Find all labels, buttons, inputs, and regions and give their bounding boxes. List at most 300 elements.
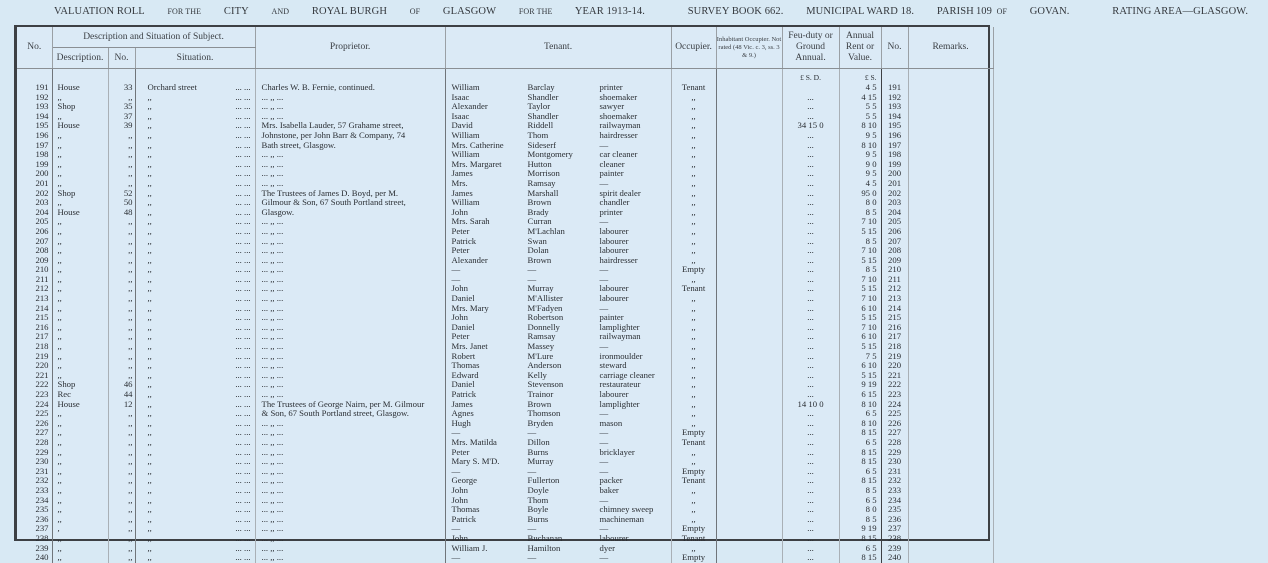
entry-number-right: 224	[881, 400, 908, 410]
inhabitant-occupier	[716, 409, 782, 419]
leader-dots: ... ...	[235, 110, 251, 121]
proprietor: ... ,, ...	[255, 342, 445, 352]
tenant-occupation: sawyer	[599, 101, 625, 112]
entry-number-right: 229	[881, 448, 908, 458]
situation-text: ,,	[147, 465, 152, 476]
inhabitant-occupier	[716, 141, 782, 151]
leader-dots: ... ...	[235, 177, 251, 188]
tenant-occupation: hairdresser	[599, 254, 638, 265]
tenant	[445, 438, 671, 448]
table-row	[17, 419, 993, 429]
tenant-occupation: —	[599, 302, 609, 313]
entry-number-right: 227	[881, 428, 908, 438]
tenant-occupation: —	[599, 552, 609, 563]
annual-rent: 6 5	[839, 409, 881, 419]
occupier: Tenant	[671, 534, 716, 544]
situation-text: ,,	[147, 312, 152, 323]
feu-duty: ...	[782, 544, 839, 554]
occupier: ,,	[671, 150, 716, 160]
house-number: ,,	[108, 467, 135, 477]
tenant-occupation: carriage cleaner	[599, 369, 655, 380]
situation-text: ,,	[147, 484, 152, 495]
page-number: 109	[975, 6, 992, 17]
tenant-occupation: chandler	[599, 197, 630, 208]
description: ,,	[52, 419, 108, 429]
annual-rent: 95 0	[839, 189, 881, 199]
description: ,,	[52, 275, 108, 285]
entry-number-right: 225	[881, 409, 908, 419]
remarks	[908, 419, 993, 429]
occupier: ,,	[671, 457, 716, 467]
feu-duty: ...	[782, 390, 839, 400]
feu-duty: ...	[782, 93, 839, 103]
house-number: ,,	[108, 284, 135, 294]
feu-duty: ...	[782, 438, 839, 448]
occupier: ,,	[671, 361, 716, 371]
tenant-occupation: shoemaker	[599, 110, 638, 121]
feu-duty: ...	[782, 256, 839, 266]
col-header-no-right: No.	[881, 27, 908, 69]
entry-number-right: 207	[881, 237, 908, 247]
tenant-surname: Curran	[527, 216, 552, 227]
description: ,,	[52, 227, 108, 237]
tenant-first-name: Daniel	[451, 321, 475, 332]
house-number: ,,	[108, 457, 135, 467]
entry-number: 231	[17, 467, 52, 477]
parish	[937, 6, 1090, 17]
table-row	[17, 371, 993, 381]
tenant-first-name: Mrs. Janet	[451, 341, 488, 352]
house-number: 12	[108, 400, 135, 410]
situation-text: ,,	[147, 475, 152, 486]
entry-number-right: 197	[881, 141, 908, 151]
tenant-first-name: Mrs. Matilda	[451, 436, 497, 447]
inhabitant-occupier	[716, 189, 782, 199]
feu-duty: ...	[782, 342, 839, 352]
entry-number-right: 238	[881, 534, 908, 544]
occupier: ,,	[671, 275, 716, 285]
leader-dots: ... ...	[235, 216, 251, 227]
occupier: ,,	[671, 141, 716, 151]
remarks	[908, 131, 993, 141]
remarks	[908, 246, 993, 256]
remarks	[908, 227, 993, 237]
tenant	[445, 83, 671, 93]
title-text: FOR THE	[167, 7, 202, 16]
occupier: Tenant	[671, 284, 716, 294]
occupier: ,,	[671, 237, 716, 247]
occupier: ,,	[671, 102, 716, 112]
description: ,,	[52, 553, 108, 563]
table-row	[17, 256, 993, 266]
entry-number-right: 230	[881, 457, 908, 467]
description: ,,	[52, 544, 108, 554]
entry-number: 236	[17, 515, 52, 525]
entry-number-right: 202	[881, 189, 908, 199]
proprietor: ... ,, ...	[255, 496, 445, 506]
entry-number: 196	[17, 131, 52, 141]
description: House	[52, 83, 108, 93]
feu-duty: ...	[782, 332, 839, 342]
house-number: ,,	[108, 169, 135, 179]
inhabitant-occupier	[716, 112, 782, 122]
tenant-first-name: William	[451, 129, 480, 140]
tenant-occupation: —	[599, 523, 609, 534]
entry-number-right: 214	[881, 304, 908, 314]
annual-rent: 9 0	[839, 160, 881, 170]
tenant-first-name: William J.	[451, 542, 488, 553]
situation-text: ,,	[147, 446, 152, 457]
situation-text: ,,	[147, 168, 152, 179]
entry-number: 237	[17, 524, 52, 534]
leader-dots: ... ...	[235, 264, 251, 275]
leader-dots: ... ...	[235, 494, 251, 505]
remarks	[908, 457, 993, 467]
house-number: ,,	[108, 352, 135, 362]
tenant-occupation: lamplighter	[599, 321, 640, 332]
entry-number-right: 206	[881, 227, 908, 237]
remarks	[908, 102, 993, 112]
proprietor: ... ,, ...	[255, 390, 445, 400]
description: House	[52, 208, 108, 218]
tenant-occupation: railwayman	[599, 331, 641, 342]
remarks	[908, 304, 993, 314]
feu-duty: ...	[782, 189, 839, 199]
table-row	[17, 83, 993, 93]
description: ,,	[52, 467, 108, 477]
proprietor: ... ,, ...	[255, 313, 445, 323]
feu-duty: ...	[782, 141, 839, 151]
inhabitant-occupier	[716, 342, 782, 352]
tenant	[445, 256, 671, 266]
tenant-occupation: chimney sweep	[599, 504, 654, 515]
table-row	[17, 457, 993, 467]
situation-text: ,,	[147, 206, 152, 217]
annual-rent: 8 5	[839, 486, 881, 496]
feu-duty: ...	[782, 448, 839, 458]
annual-rent: 4 5	[839, 179, 881, 189]
inhabitant-occupier	[716, 352, 782, 362]
annual-rent: 6 10	[839, 361, 881, 371]
title-text: VALUATION ROLL	[54, 6, 145, 17]
house-number: ,,	[108, 150, 135, 160]
occupier: ,,	[671, 294, 716, 304]
proprietor: ... ,, ...	[255, 544, 445, 554]
tenant-first-name: Peter	[451, 331, 470, 342]
annual-rent: 6 5	[839, 438, 881, 448]
tenant-occupation: machineman	[599, 513, 644, 524]
entry-number: 202	[17, 189, 52, 199]
entry-number-right: 208	[881, 246, 908, 256]
entry-number-right: 212	[881, 284, 908, 294]
situation-text: ,,	[147, 101, 152, 112]
annual-rent: 5 15	[839, 371, 881, 381]
tenant-surname: —	[527, 465, 537, 476]
house-number: ,,	[108, 553, 135, 563]
entry-number: 221	[17, 371, 52, 381]
annual-rent: 6 10	[839, 304, 881, 314]
entry-number: 208	[17, 246, 52, 256]
tenant-occupation: —	[599, 264, 609, 275]
tenant-surname: Fullerton	[527, 475, 560, 486]
occupier: ,,	[671, 131, 716, 141]
house-number: ,,	[108, 265, 135, 275]
situation-text: ,,	[147, 302, 152, 313]
page-title	[54, 6, 1249, 17]
entry-number: 238	[17, 534, 52, 544]
tenant-surname: Hutton	[527, 158, 552, 169]
entry-number: 214	[17, 304, 52, 314]
remarks	[908, 208, 993, 218]
tenant-occupation: packer	[599, 475, 623, 486]
tenant-surname: Brady	[527, 206, 549, 217]
table-row	[17, 467, 993, 477]
title-text: FOR THE	[518, 7, 553, 16]
entry-number: 205	[17, 217, 52, 227]
situation-text: ,,	[147, 158, 152, 169]
entry-number: 210	[17, 265, 52, 275]
inhabitant-occupier	[716, 505, 782, 515]
description: Shop	[52, 380, 108, 390]
leader-dots: ... ...	[235, 187, 251, 198]
annual-rent: 8 15	[839, 428, 881, 438]
situation-text: ,,	[147, 177, 152, 188]
tenant-occupation: —	[599, 341, 609, 352]
situation-text: ,,	[147, 245, 152, 256]
entry-number-right: 221	[881, 371, 908, 381]
remarks	[908, 112, 993, 122]
tenant-occupation: railwayman	[599, 120, 641, 131]
tenant-first-name: —	[451, 427, 461, 438]
occupier: Empty	[671, 553, 716, 563]
table-row	[17, 275, 993, 285]
title-text: AND	[271, 7, 290, 16]
house-number: ,,	[108, 371, 135, 381]
tenant	[445, 457, 671, 467]
entry-number-right: 226	[881, 419, 908, 429]
situation-text: ,,	[147, 552, 152, 563]
entry-number: 220	[17, 361, 52, 371]
proprietor: ... ,, ...	[255, 467, 445, 477]
description: Shop	[52, 102, 108, 112]
table-row	[17, 486, 993, 496]
inhabitant-occupier	[716, 179, 782, 189]
tenant-surname: Doyle	[527, 484, 549, 495]
tenant-occupation: lamplighter	[599, 398, 640, 409]
leader-dots: ... ...	[235, 504, 251, 515]
tenant-first-name: Mary S. M'D.	[451, 456, 500, 467]
description: ,,	[52, 476, 108, 486]
proprietor: ... ,, ...	[255, 246, 445, 256]
tenant-occupation: mason	[599, 417, 623, 428]
situation-text: ,,	[147, 149, 152, 160]
description: ,,	[52, 332, 108, 342]
remarks	[908, 524, 993, 534]
house-number: ,,	[108, 323, 135, 333]
annual-rent: 7 10	[839, 246, 881, 256]
leader-dots: ... ...	[235, 360, 251, 371]
table-row	[17, 198, 993, 208]
inhabitant-occupier	[716, 256, 782, 266]
proprietor: ... ,, ...	[255, 179, 445, 189]
occupier: ,,	[671, 332, 716, 342]
proprietor: ... ,, ...	[255, 265, 445, 275]
annual-rent: 8 5	[839, 208, 881, 218]
remarks	[908, 332, 993, 342]
situation-text: ,,	[147, 283, 152, 294]
col-header-desc-group: Description and Situation of Subject.	[52, 27, 255, 48]
house-number: 44	[108, 390, 135, 400]
tenant-surname: Bryden	[527, 417, 554, 428]
description: ,,	[52, 217, 108, 227]
description: ,,	[52, 342, 108, 352]
occupier: Empty	[671, 524, 716, 534]
tenant-first-name: Alexander	[451, 101, 488, 112]
tenant-occupation: —	[599, 427, 609, 438]
occupier: ,,	[671, 342, 716, 352]
table-row	[17, 544, 993, 554]
entry-number: 198	[17, 150, 52, 160]
house-number: 37	[108, 112, 135, 122]
inhabitant-occupier	[716, 534, 782, 544]
inhabitant-occupier	[716, 486, 782, 496]
tenant-first-name: William	[451, 149, 480, 160]
tenant	[445, 544, 671, 554]
inhabitant-occupier	[716, 208, 782, 218]
entry-number-right: 219	[881, 352, 908, 362]
leader-dots: ... ...	[235, 389, 251, 399]
tenant-first-name: Mrs. Catherine	[451, 139, 504, 150]
annual-rent: 8 5	[839, 515, 881, 525]
tenant-first-name: William	[451, 82, 480, 92]
tenant-first-name: Mrs. Mary	[451, 302, 489, 313]
occupier: ,,	[671, 227, 716, 237]
annual-rent: 4 5	[839, 83, 881, 93]
tenant-surname: Murray	[527, 456, 554, 467]
leader-dots: ... ...	[235, 168, 251, 179]
tenant-first-name: John	[451, 484, 468, 495]
tenant-first-name: Agnes	[451, 408, 474, 419]
entry-number: 206	[17, 227, 52, 237]
proprietor: ... ,, ...	[255, 524, 445, 534]
feu-duty: ...	[782, 409, 839, 419]
entry-number-right: 233	[881, 486, 908, 496]
remarks	[908, 534, 993, 544]
tenant-occupation: labourer	[599, 235, 629, 246]
remarks	[908, 371, 993, 381]
proprietor: Mrs. Isabella Lauder, 57 Grahame street,	[255, 121, 445, 131]
description: ,,	[52, 112, 108, 122]
remarks	[908, 189, 993, 199]
occupier: ,,	[671, 496, 716, 506]
remarks	[908, 313, 993, 323]
house-number: ,,	[108, 486, 135, 496]
inhabitant-occupier	[716, 169, 782, 179]
inhabitant-occupier	[716, 467, 782, 477]
house-number: ,,	[108, 342, 135, 352]
inhabitant-occupier	[716, 438, 782, 448]
remarks	[908, 380, 993, 390]
tenant-first-name: Peter	[451, 245, 470, 256]
description: ,,	[52, 141, 108, 151]
house-number: ,,	[108, 438, 135, 448]
situation-text: ,,	[147, 427, 152, 438]
parish-text: OF	[996, 7, 1008, 16]
inhabitant-occupier	[716, 448, 782, 458]
occupier: ,,	[671, 505, 716, 515]
feu-duty: ...	[782, 217, 839, 227]
tenant	[445, 380, 671, 390]
remarks	[908, 476, 993, 486]
situation-text: ,,	[147, 398, 152, 409]
annual-rent: 8 5	[839, 265, 881, 275]
leader-dots: ... ...	[235, 523, 251, 534]
leader-dots: ... ...	[235, 129, 251, 140]
entry-number: 228	[17, 438, 52, 448]
leader-dots: ... ...	[235, 120, 251, 131]
situation-text: ,,	[147, 293, 152, 304]
table-row	[17, 179, 993, 189]
leader-dots: ... ...	[235, 542, 251, 553]
tenant-first-name: James	[451, 168, 473, 179]
description: ,,	[52, 150, 108, 160]
feu-units: £ S. D.	[782, 69, 839, 84]
parish-text: PARISH	[936, 6, 974, 17]
inhabitant-occupier	[716, 313, 782, 323]
table-row	[17, 141, 993, 151]
tenant	[445, 409, 671, 419]
table-row	[17, 112, 993, 122]
col-header-situation: Situation.	[135, 48, 255, 69]
col-header-description: Description.	[52, 48, 108, 69]
description: ,,	[52, 428, 108, 438]
leader-dots: ... ...	[235, 350, 251, 361]
house-number: ,,	[108, 534, 135, 544]
proprietor: The Trustees of James D. Boyd, per M.	[255, 189, 445, 199]
feu-duty: 34 15 0	[782, 121, 839, 131]
occupier: ,,	[671, 256, 716, 266]
inhabitant-occupier	[716, 93, 782, 103]
inhabitant-occupier	[716, 198, 782, 208]
situation-text: ,,	[147, 331, 152, 342]
remarks	[908, 505, 993, 515]
feu-duty: ...	[782, 169, 839, 179]
tenant-surname: Boyle	[527, 504, 549, 515]
proprietor: ... ,, ...	[255, 284, 445, 294]
proprietor: ... ,, ...	[255, 361, 445, 371]
col-header-feu-duty: Feu-duty or Ground Annual.	[782, 27, 839, 69]
tenant-occupation: car cleaner	[599, 149, 638, 160]
situation-text: ,,	[147, 321, 152, 332]
house-number: 52	[108, 189, 135, 199]
occupier: ,,	[671, 313, 716, 323]
situation-text: ,,	[147, 139, 152, 150]
description: ,,	[52, 371, 108, 381]
house-number: ,,	[108, 515, 135, 525]
tenant-first-name: John	[451, 494, 468, 505]
tenant-surname: Swan	[527, 235, 547, 246]
tenant-occupation: restaurateur	[599, 379, 641, 390]
tenant	[445, 227, 671, 237]
feu-duty: ...	[782, 304, 839, 314]
tenant-occupation: —	[599, 456, 609, 467]
house-number: ,,	[108, 304, 135, 314]
occupier: ,,	[671, 189, 716, 199]
situation-text: ,,	[147, 360, 152, 371]
tenant-surname: Shandler	[527, 110, 559, 121]
entry-number: 224	[17, 400, 52, 410]
feu-duty: ...	[782, 208, 839, 218]
